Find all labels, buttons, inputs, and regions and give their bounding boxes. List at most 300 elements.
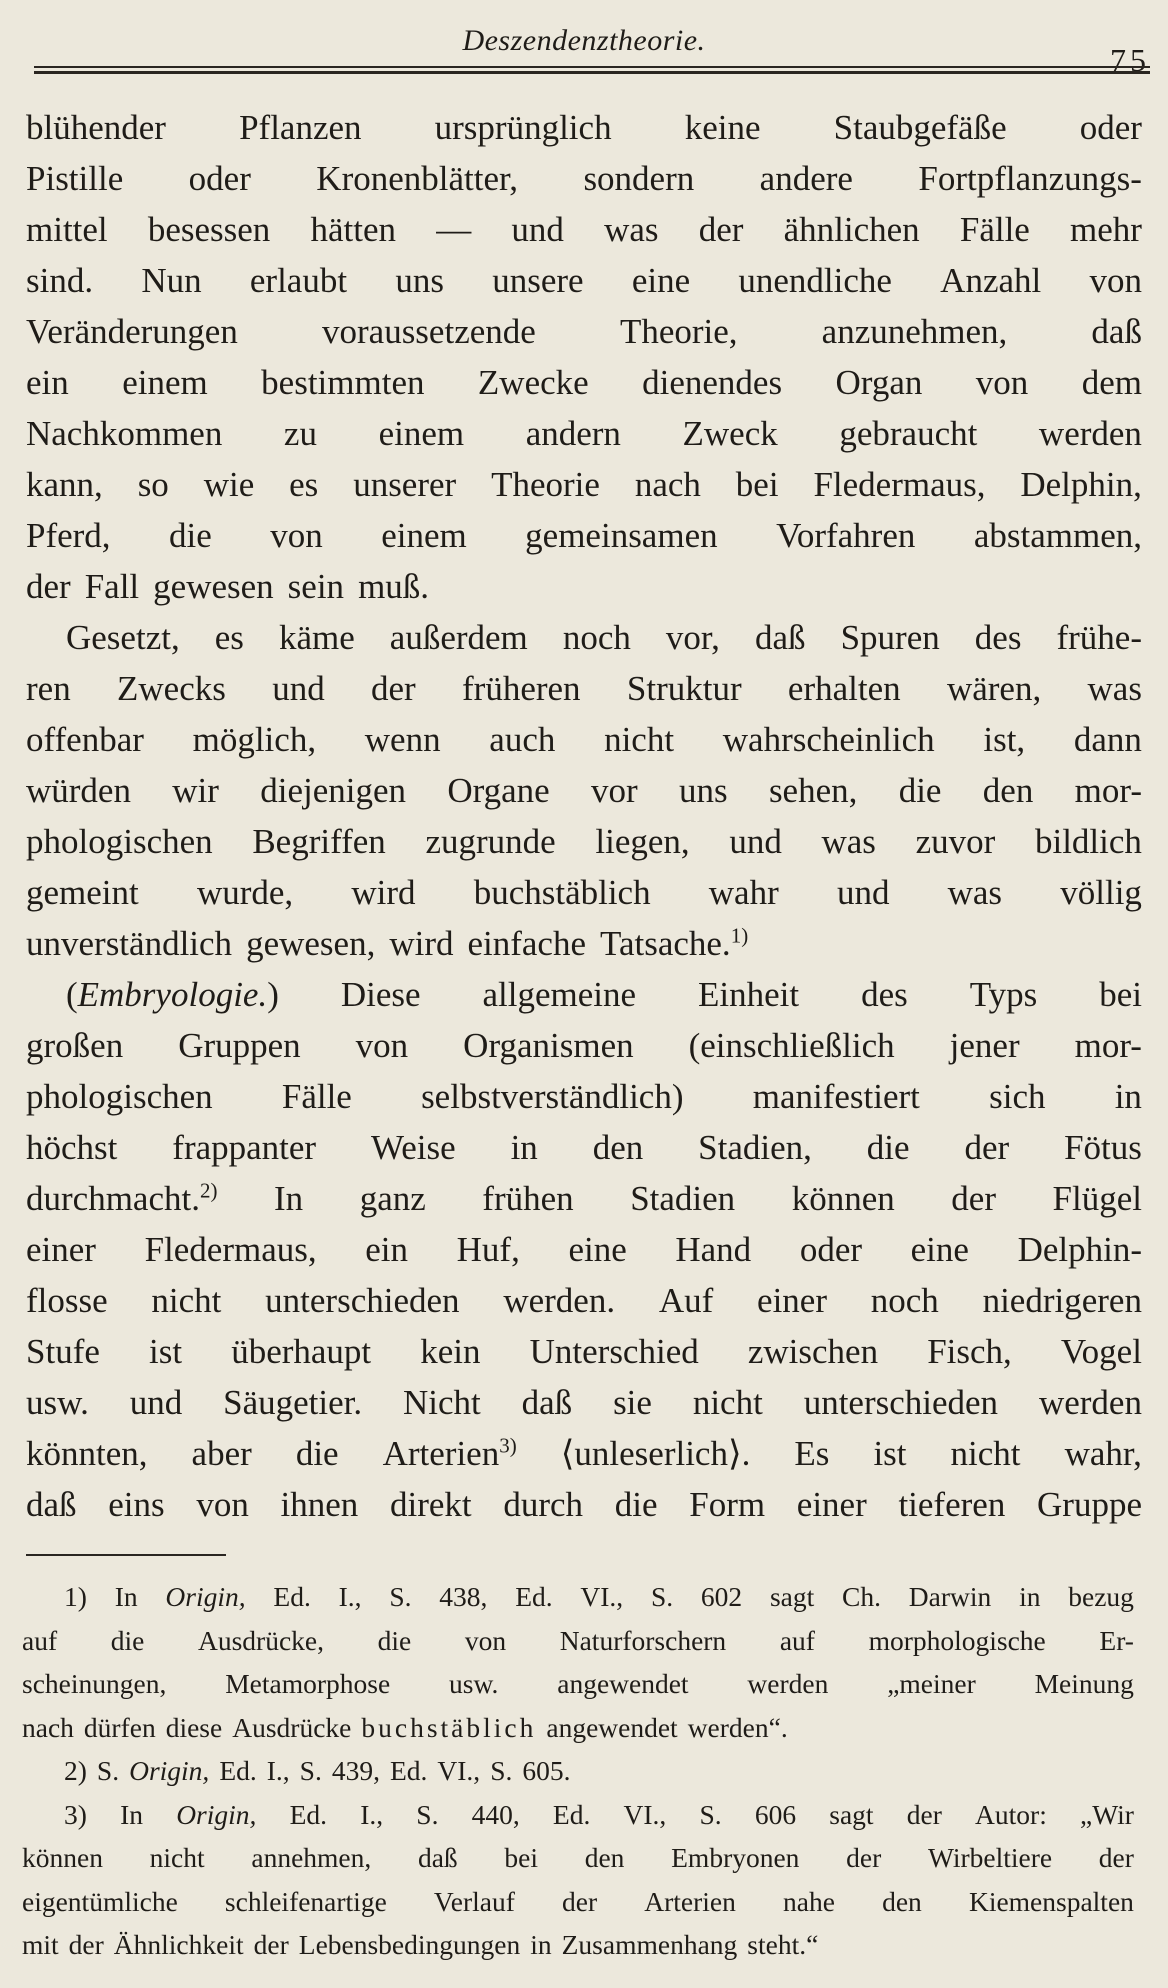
word: Zusammenhang (561, 1929, 738, 1960)
word: Stufe (26, 1332, 100, 1371)
word: bildlich (1034, 822, 1142, 861)
word: eine (910, 1230, 969, 1269)
word: einem (381, 516, 467, 555)
word: in (510, 1128, 538, 1167)
word: nicht (604, 720, 675, 759)
word: sagt (829, 1798, 874, 1830)
word: Origin, (165, 1581, 246, 1612)
word: manifestiert (752, 1077, 920, 1116)
word: vor, (665, 618, 720, 657)
word: können (791, 1179, 895, 1218)
word: zwischen (747, 1332, 879, 1371)
word: von (196, 1485, 249, 1524)
word: Gruppe (1037, 1485, 1142, 1524)
word: muß. (358, 567, 430, 606)
word: Origin, (129, 1755, 210, 1786)
word: S. (650, 1581, 674, 1612)
word: des (861, 975, 908, 1014)
word: eine (631, 261, 691, 300)
text-line (26, 765, 1142, 816)
word: Fall (84, 567, 140, 606)
word: Er- (1099, 1624, 1134, 1656)
word: daß (754, 618, 806, 657)
word: einfache (467, 924, 587, 963)
word: erhalten (787, 669, 901, 708)
footnote-number: 3) (64, 1798, 87, 1830)
word: 438, (439, 1581, 488, 1612)
word: die (898, 771, 942, 810)
word: I., (338, 1581, 362, 1612)
word: könnten, (26, 1434, 148, 1473)
word: (einschließlich (688, 1026, 895, 1065)
word: was (947, 873, 1003, 912)
word: werden (1038, 414, 1142, 453)
word: Fisch, (927, 1332, 1012, 1371)
word: S. (490, 1755, 513, 1786)
word: usw. (449, 1668, 499, 1699)
word: und (836, 873, 890, 912)
word: in (1114, 1077, 1142, 1116)
word: S. (699, 1798, 722, 1830)
word: besessen (147, 210, 271, 249)
word: zu (283, 414, 317, 453)
word: wurde, (196, 873, 294, 912)
word: wahrscheinlich (722, 720, 935, 759)
word: wir (172, 771, 219, 810)
word: Auf (658, 1281, 714, 1320)
word: die (377, 1624, 412, 1656)
word: Einheit (698, 975, 800, 1014)
text-line (26, 1071, 1142, 1122)
word: Origin, (176, 1798, 257, 1830)
word: von (355, 1026, 409, 1065)
word: Metamorphose (225, 1668, 391, 1699)
word: blühender (26, 108, 166, 147)
word: unserer (353, 465, 457, 504)
word: „meiner (887, 1668, 976, 1699)
word: Fortpflanzungs- (918, 159, 1142, 198)
word: ren (26, 669, 71, 708)
word: bei (735, 465, 779, 504)
word: ist (149, 1332, 183, 1371)
footnote-number: 2) (64, 1755, 87, 1786)
word: Fledermaus, (144, 1230, 317, 1269)
text-line (26, 153, 1142, 204)
text-line (26, 663, 1142, 714)
word: Kronenblätter, (316, 159, 519, 198)
word: daß (26, 1485, 77, 1524)
word: voraussetzende (322, 312, 536, 351)
word: die (295, 1434, 339, 1473)
word: der (26, 567, 71, 606)
text-line (26, 1479, 1142, 1530)
word: daß (1091, 312, 1142, 351)
word: andern (525, 414, 621, 453)
word: Anzahl (940, 261, 1042, 300)
word: eine (568, 1230, 627, 1269)
word: Struktur (626, 669, 742, 708)
word: phologischen (26, 822, 213, 861)
word: es (214, 618, 244, 657)
word: in (530, 1929, 552, 1960)
footnote-line (22, 1880, 1134, 1924)
word: sondern (583, 159, 695, 198)
word: nicht (692, 1383, 763, 1422)
footnote-mark[interactable]: 2) (199, 1178, 218, 1203)
word: Säugetier. (223, 1383, 363, 1422)
text-line (26, 1020, 1142, 1071)
footnote-line (22, 1836, 1134, 1880)
word: Ch. (842, 1581, 882, 1612)
word: Organismen (463, 1026, 634, 1065)
word: hätten (310, 210, 397, 249)
word: eigentümliche (22, 1885, 178, 1917)
word: nahe (783, 1885, 835, 1917)
word: annehmen, (251, 1842, 372, 1873)
word: Zwecke (477, 363, 589, 402)
word: I., (266, 1755, 290, 1786)
word: kein (420, 1332, 481, 1371)
word: VI., (580, 1581, 624, 1612)
word: uns (395, 261, 444, 300)
word: gewesen, (246, 924, 376, 963)
word: Form (689, 1485, 766, 1524)
footnote-line (22, 1923, 1134, 1967)
text-line (26, 816, 1142, 867)
word: der (698, 210, 744, 249)
word: kann, (26, 465, 103, 504)
word: offenbar (26, 720, 144, 759)
word: Autor: (975, 1798, 1047, 1830)
text-line (26, 1377, 1142, 1428)
word: völlig (1060, 873, 1142, 912)
footnote-mark[interactable]: 1) (730, 923, 749, 948)
word: Zweck (682, 414, 778, 453)
word: und (272, 669, 325, 708)
word: ist (873, 1434, 907, 1473)
word: sich (989, 1077, 1046, 1116)
word: angewendet (557, 1668, 689, 1699)
word: werden (1038, 1383, 1142, 1422)
word: bezug (1068, 1581, 1134, 1612)
word: allgemeine (482, 975, 637, 1014)
word: aber (191, 1434, 252, 1473)
text-line (26, 918, 1142, 969)
word: Stadien, (698, 1128, 812, 1167)
word: unsere (492, 261, 584, 300)
word: Arterien (644, 1885, 736, 1917)
word: werden (747, 1668, 829, 1699)
word: S. (416, 1798, 439, 1830)
word: es (289, 465, 319, 504)
word: der (906, 1798, 942, 1830)
text-line (26, 459, 1142, 510)
word: diese (165, 1711, 223, 1743)
word: Ed. (552, 1798, 591, 1830)
word: usw. (26, 1383, 89, 1422)
word: ähnlichen (783, 210, 920, 249)
word: nicht (149, 1842, 205, 1873)
word: wären, (946, 669, 1042, 708)
word: die (866, 1128, 910, 1167)
text-line (26, 306, 1142, 357)
word: Verlauf (433, 1885, 515, 1917)
word: VI., (623, 1798, 667, 1830)
word: anzunehmen, (821, 312, 1008, 351)
word: steht.“ (747, 1929, 819, 1960)
word: Fälle (281, 1077, 352, 1116)
word: keine (684, 108, 761, 147)
word: Pferd, (26, 516, 111, 555)
word: nach (22, 1711, 74, 1743)
word: noch (870, 1281, 939, 1320)
word: werden“. (687, 1711, 788, 1743)
word: den (592, 1128, 644, 1167)
word: Theorie (491, 465, 600, 504)
header-rule-thick (34, 71, 1150, 74)
text-line (26, 255, 1142, 306)
word: einer (796, 1485, 867, 1524)
word: niedrigeren (982, 1281, 1142, 1320)
word: der (253, 1929, 289, 1960)
word: von (464, 1624, 507, 1656)
word: Es (794, 1434, 830, 1473)
word: frühen (482, 1179, 574, 1218)
word: ein (26, 363, 69, 402)
word: Fledermaus, (813, 465, 986, 504)
word: und (511, 210, 564, 249)
word: Nachkommen (26, 414, 223, 453)
header-rule-thin (34, 66, 1150, 68)
word: Huf, (456, 1230, 520, 1269)
word: ist, (983, 720, 1026, 759)
word: außerdem (389, 618, 528, 657)
word: gemeint (26, 873, 139, 912)
running-title: Deszendenztheorie. (462, 24, 706, 57)
word: Unterschied (529, 1332, 699, 1371)
word: Gesetzt, (66, 618, 180, 657)
word: die (110, 1624, 145, 1656)
footnote-line (22, 1793, 1134, 1837)
word: Staubgefäße (833, 108, 1007, 147)
word: Fälle (959, 210, 1030, 249)
text-line (26, 1428, 1142, 1479)
word: diejenigen (260, 771, 407, 810)
word: flosse (26, 1281, 108, 1320)
word: nicht (950, 1434, 1021, 1473)
word: frühe- (1056, 618, 1142, 657)
word: durchmacht.$^{2)}$ (26, 1178, 218, 1218)
word: Vorfahren (776, 516, 916, 555)
word: Delphin, (1020, 465, 1142, 504)
word: sagt (769, 1581, 815, 1612)
word: jener (949, 1026, 1020, 1065)
word: erlaubt (249, 261, 348, 300)
word: werden. (503, 1281, 616, 1320)
word: 602 (700, 1581, 743, 1612)
text-line (26, 1122, 1142, 1173)
word: I., (360, 1798, 384, 1830)
word: der (964, 1128, 1010, 1167)
page-number: 75 (1110, 42, 1150, 78)
word: des (974, 618, 1022, 657)
word: „Wir (1080, 1798, 1134, 1830)
word: Spuren (840, 618, 940, 657)
text-line (26, 1275, 1142, 1326)
text-line (26, 408, 1142, 459)
text-line (26, 1224, 1142, 1275)
text-line (26, 867, 1142, 918)
word: höchst (26, 1128, 118, 1167)
word: was (1087, 669, 1142, 708)
footnote-line (22, 1749, 1134, 1793)
word: In (274, 1179, 304, 1218)
word: Vogel (1060, 1332, 1142, 1371)
word: 439, (331, 1755, 380, 1786)
word: einem (122, 363, 208, 402)
word: ein (365, 1230, 409, 1269)
word: Arterien$^{3)}$ (382, 1433, 517, 1473)
word: unverständlich (26, 924, 233, 963)
word: sind. (26, 261, 94, 300)
word: ihnen (280, 1485, 359, 1524)
word: die (169, 516, 212, 555)
text-line (26, 204, 1142, 255)
word: Gruppen (178, 1026, 301, 1065)
word: Pflanzen (239, 108, 362, 147)
word: und (729, 822, 782, 861)
word: eins (108, 1485, 165, 1524)
footnote-number: 1) (64, 1581, 87, 1612)
word: Organe (447, 771, 550, 810)
word: Ausdrücke, (197, 1624, 324, 1656)
text-line (26, 612, 1142, 663)
word: früheren (462, 669, 581, 708)
word: gewesen (153, 567, 274, 606)
text-line (26, 510, 1142, 561)
word: Theorie, (619, 312, 738, 351)
word: nicht (151, 1281, 222, 1320)
word: wenn (364, 720, 441, 759)
word: 440, (471, 1798, 520, 1830)
word: S. (389, 1581, 412, 1612)
text-line (26, 714, 1142, 765)
word: zugrunde (425, 822, 556, 861)
word: mit (22, 1929, 59, 1960)
word: abstammen, (973, 516, 1142, 555)
word: wahr (708, 873, 779, 912)
word: Nun (141, 261, 202, 300)
word: Flügel (1052, 1179, 1142, 1218)
word: In (114, 1581, 138, 1612)
footnote-line (22, 1619, 1134, 1663)
word: Ed. (515, 1581, 553, 1612)
word: mor- (1074, 1026, 1142, 1065)
word: Pistille (26, 159, 124, 198)
word: ganz (359, 1179, 426, 1218)
word: von (270, 516, 323, 555)
word: Veränderungen (26, 312, 238, 351)
word: und (129, 1383, 183, 1422)
word: daß (417, 1842, 458, 1873)
word: Wirbeltiere (927, 1842, 1053, 1873)
word: tieferen (898, 1485, 1006, 1524)
word: durch (503, 1485, 584, 1524)
word: oder (799, 1230, 863, 1269)
word: einer (757, 1281, 827, 1320)
word: selbstverständlich) (421, 1077, 684, 1116)
word: Kiemenspalten (968, 1885, 1134, 1917)
text-line (26, 357, 1142, 408)
word: noch (562, 618, 631, 657)
word: den (982, 771, 1034, 810)
word: direkt (390, 1485, 472, 1524)
word: Organ (835, 363, 923, 402)
word: (Embryologie.) (66, 975, 279, 1014)
footnote-mark[interactable]: 3) (499, 1433, 517, 1458)
word: Hand (675, 1230, 752, 1269)
word: S. (96, 1755, 120, 1786)
word: mor- (1074, 771, 1142, 810)
word: Ed. (273, 1581, 311, 1612)
text-line (26, 102, 1142, 153)
word: Delphin- (1017, 1230, 1142, 1269)
word: Ed. (389, 1755, 428, 1786)
word: ⟨unleserlich⟩. (560, 1434, 751, 1473)
word: Weise (371, 1128, 456, 1167)
word: Embryonen (671, 1842, 800, 1873)
word: können (22, 1842, 103, 1873)
text-line (26, 1173, 1142, 1224)
word: 605. (522, 1755, 571, 1786)
footnote-line (22, 1575, 1134, 1619)
word: schleifenartige (224, 1885, 387, 1917)
word: was (604, 210, 659, 249)
word: frappanter (172, 1128, 317, 1167)
word: Diese (340, 975, 421, 1014)
word: bei (504, 1842, 538, 1873)
word: liegen, (595, 822, 690, 861)
word: wie (203, 465, 255, 504)
word: Nicht (403, 1383, 481, 1422)
word: daß (521, 1383, 573, 1422)
word: wahr, (1064, 1434, 1142, 1473)
word: Typs (969, 975, 1038, 1014)
word: In (120, 1798, 144, 1830)
word: einem (378, 414, 465, 453)
word: Ed. (289, 1798, 328, 1830)
word: Ausdrücke (232, 1711, 352, 1743)
word: zuvor (915, 822, 996, 861)
word: Fötus (1064, 1128, 1142, 1167)
word: — (436, 210, 472, 249)
word: Naturforschern (559, 1624, 727, 1656)
word: wird (389, 924, 454, 963)
word: auf (779, 1624, 815, 1656)
word: den (882, 1885, 922, 1917)
word: andere (759, 159, 853, 198)
word: Stadien (630, 1179, 736, 1218)
word: morphologische (868, 1624, 1046, 1656)
word: der (951, 1179, 996, 1218)
word: phologischen (26, 1077, 213, 1116)
word: Darwin (908, 1581, 992, 1612)
word: der (371, 669, 416, 708)
word: den (584, 1842, 625, 1873)
word: was (821, 822, 876, 861)
body-text (26, 102, 1142, 1530)
word: von (975, 363, 1029, 402)
